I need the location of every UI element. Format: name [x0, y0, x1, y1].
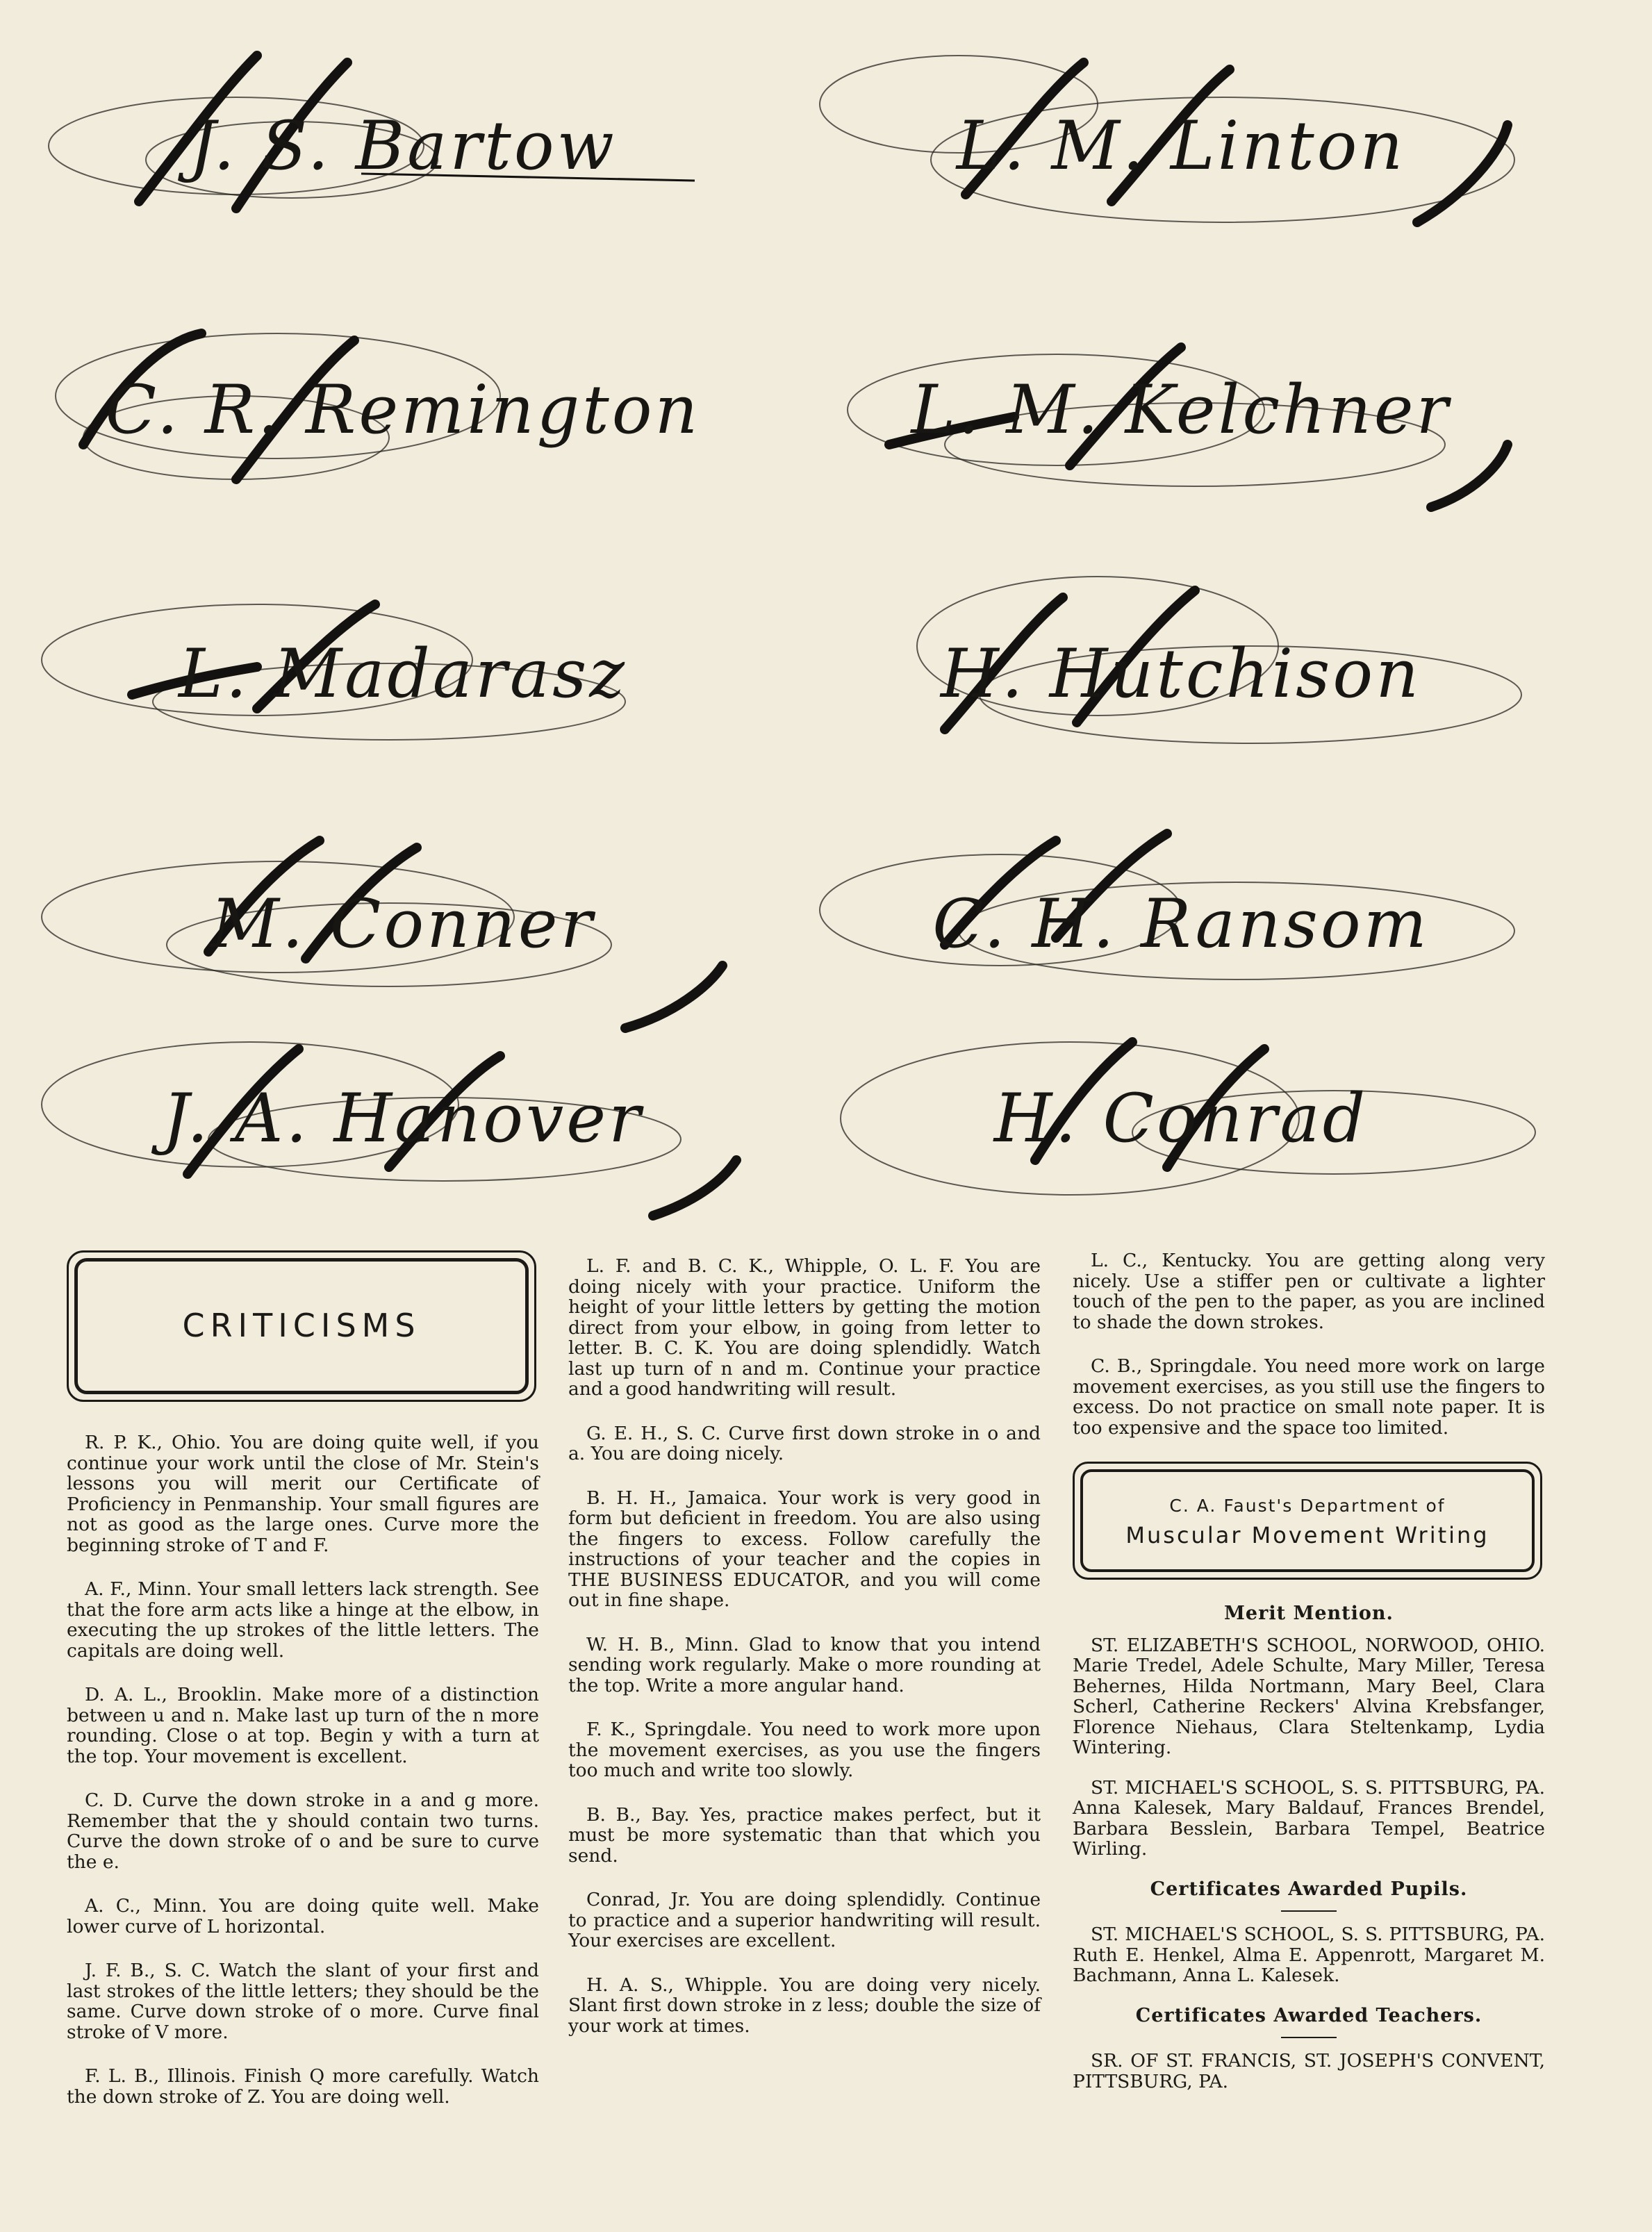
criticism-entry: C. D. Curve the down stroke in a and g more. Remember that the y should contain two turns. Curve the down stroke of o and be sure to curve the e.: [67, 1789, 539, 1873]
criticism-entry: R. P. K., Ohio. You are doing quite well, if you continue your work until the close of Mr. Stein's lessons you will merit our Certificate of Proficiency in Penmanship. Your small figures are not as good as the large ones. Curve more the beginning stroke of T and F.: [67, 1432, 539, 1556]
criticism-entry: Conrad, Jr. You are doing splendidly. Continue to practice and a superior handwriting will result. Your exercises are excellent.: [568, 1889, 1041, 1951]
divider: [1281, 2037, 1337, 2038]
criticism-entry: J. F. B., S. C. Watch the slant of your first and last strokes of the little letters; they should be the same. Curve down stroke of o more. Curve final stroke of V more.: [67, 1960, 539, 2043]
signature-name: L. M. Kelchner: [911, 371, 1451, 449]
criticism-entry: D. A. L., Brooklin. Make more of a distinction between u and n. Make last up turn of the n more rounding. Close o at top. Begin y with a turn at the top. Your movement is excellent.: [67, 1684, 539, 1767]
signature-name: J. S. Bartow: [189, 107, 617, 185]
signature-3: [28, 292, 778, 528]
teachers-entry: SR. OF ST. FRANCIS, ST. JOSEPH'S CONVENT, PITTSBURG, PA.: [1073, 2050, 1545, 2092]
column-3: [1073, 1250, 1545, 2111]
criticisms-title: CRITICISMS: [182, 1307, 421, 1345]
pupils-entry: ST. MICHAEL'S SCHOOL, S. S. PITTSBURG, PA. Ruth E. Henkel, Alma E. Appenrott, Margaret M. Bachmann, Anna L. Kalesek.: [1073, 1924, 1545, 1986]
merit-entry: ST. ELIZABETH'S SCHOOL, NORWOOD, OHIO. Marie Tredel, Adele Schulte, Mary Miller, Teresa Behernes, Hilda Nortmann, Mary Beel, Clara Scherl, Catherine Reckers' Alvina Krebsfanger, Florence Niehaus, Clara Steltenkamp, Lydia Wintering.: [1073, 1634, 1545, 1758]
teachers-heading: Certificates Awarded Teachers.: [1135, 2004, 1482, 2026]
department-subtitle: C. A. Faust's Department of: [1169, 1495, 1446, 1516]
column-2: [568, 1256, 1041, 2060]
criticism-entry: C. B., Springdale. You need more work on large movement exercises, as you still use the fingers to excess. Do not practice on small note paper. It is too expensive and the space too limited.: [1073, 1355, 1545, 1439]
criticism-entry: H. A. S., Whipple. You are doing very nicely. Slant first down stroke in z less; double the size of your work at times.: [568, 1974, 1041, 2037]
column-1: [67, 1250, 539, 2131]
signature-10: [806, 1000, 1556, 1237]
signature-name: H. Conrad: [993, 1080, 1369, 1157]
criticism-entry: G. E. H., S. C. Curve first down stroke in o and a. You are doing nicely.: [568, 1422, 1041, 1464]
signature-name: J. A. Hanover: [163, 1080, 643, 1157]
signature-name: C. H. Ransom: [932, 885, 1430, 963]
criticism-entry: L. F. and B. C. K., Whipple, O. L. F. You are doing nicely with your practice. Uniform the height of your little letters by getting the motion direct from your elbow, in going from letter to letter. B. C. K. You are doing splendidly. Watch last up turn of n and m. Continue your practice and a good handwriting will result.: [568, 1255, 1041, 1400]
signature-9: [28, 1000, 778, 1237]
signature-name: C. R. Remington: [105, 371, 701, 449]
signature-1: [28, 28, 778, 264]
criticisms-title-box: [67, 1250, 536, 1402]
signature-2: [806, 28, 1556, 264]
signature-name: L. Madarasz: [179, 635, 627, 713]
divider: [1281, 1910, 1337, 1912]
signature-gallery: [28, 28, 1556, 1223]
criticism-entry: F. L. B., Illinois. Finish Q more carefully. Watch the down stroke of Z. You are doing well.: [67, 2065, 539, 2108]
signature-name: H. Hutchison: [940, 635, 1422, 713]
criticism-entry: B. H. H., Jamaica. Your work is very good in form but deficient in freedom. You are also using the fingers to excess. Follow carefully the instructions of your teacher and the copies in THE BUSINESS EDUCATOR, and you will come out in fine shape.: [568, 1487, 1041, 1611]
criticism-entry: L. C., Kentucky. You are getting along very nicely. Use a stiffer pen or cultivate a lighter touch of the pen to the paper, as you are inclined to shade the down strokes.: [1073, 1250, 1545, 1333]
department-box: [1073, 1462, 1542, 1580]
criticisms-title-inner: [74, 1258, 529, 1394]
signature-5: [28, 556, 778, 792]
signature-6: [806, 556, 1556, 792]
criticism-entry: B. B., Bay. Yes, practice makes perfect, but it must be more systematic than that which you send.: [568, 1803, 1041, 1867]
pupils-heading: Certificates Awarded Pupils.: [1150, 1878, 1468, 1900]
department-box-inner: [1080, 1469, 1535, 1572]
signature-name: L. M. Linton: [956, 107, 1406, 185]
signature-name: M. Conner: [210, 885, 595, 963]
department-title: Muscular Movement Writing: [1125, 1522, 1489, 1548]
criticism-entry: A. C., Minn. You are doing quite well. Make lower curve of L horizontal.: [67, 1895, 539, 1937]
criticism-entry: F. K., Springdale. You need to work more upon the movement exercises, as you use the fingers too much and write too slowly.: [568, 1719, 1041, 1781]
signature-4: [806, 292, 1556, 528]
merit-entry: ST. MICHAEL'S SCHOOL, S. S. PITTSBURG, PA. Anna Kalesek, Mary Baldauf, Frances Brendel, Barbara Besslein, Barbara Tempel, Beatrice Wirling.: [1073, 1776, 1545, 1860]
criticism-entry: W. H. B., Minn. Glad to know that you intend sending work regularly. Make o more rounding at the top. Write a more angular hand.: [568, 1633, 1041, 1696]
merit-heading: Merit Mention.: [1224, 1603, 1394, 1624]
criticism-entry: A. F., Minn. Your small letters lack strength. See that the fore arm acts like a hinge at the elbow, in executing the up strokes of the little letters. The capitals are doing well.: [67, 1578, 539, 1662]
